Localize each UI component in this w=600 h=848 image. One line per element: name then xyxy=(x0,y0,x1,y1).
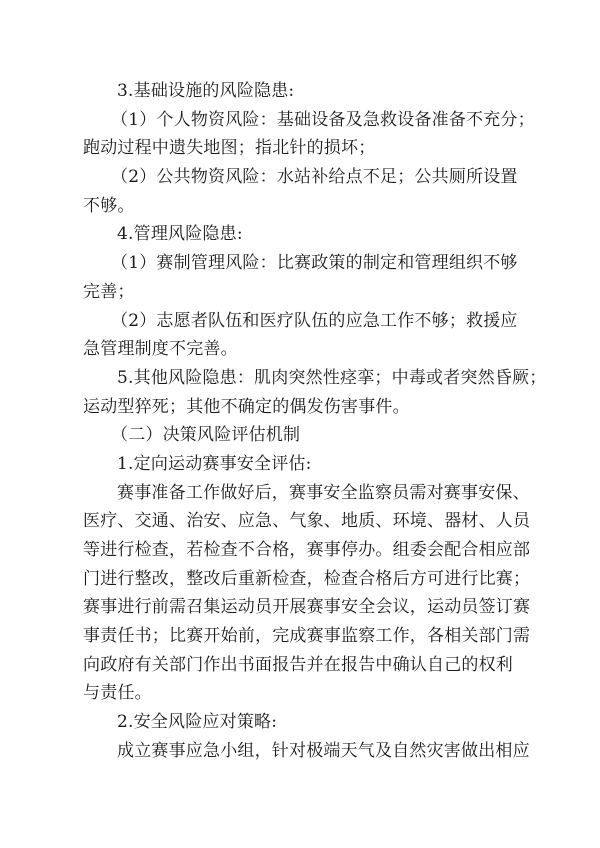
paragraph-line: 赛事进行前需召集运动员开展赛事安全会议，运动员签订赛 xyxy=(83,597,531,618)
heading-risk-response: 2.安全风险应对策略: xyxy=(117,712,278,733)
paragraph-line: 门进行整改，整改后重新检查，检查合格后方可进行比赛； xyxy=(83,568,531,589)
paragraph-line: （1）个人物资风险：基础设备及急救设备准备不充分； xyxy=(111,109,535,130)
paragraph-line: 不够。 xyxy=(83,195,135,216)
paragraph-line: 急管理制度不完善。 xyxy=(83,339,238,360)
heading-infrastructure-risks: 3.基础设施的风险隐患: xyxy=(117,81,295,101)
document-body xyxy=(83,77,547,766)
paragraph-line: （2）志愿者队伍和医疗队伍的应急工作不够；救援应 xyxy=(111,310,518,331)
paragraph-line: 与责任。 xyxy=(83,683,152,704)
paragraph-line: 赛事准备工作做好后，赛事安全监察员需对赛事安保、 xyxy=(117,482,530,503)
paragraph-line: 运动型猝死；其他不确定的偶发伤害事件。 xyxy=(83,396,410,417)
heading-safety-assessment: 1.定向运动赛事安全评估: xyxy=(117,453,312,474)
heading-management-risks: 4.管理风险隐患: xyxy=(117,224,243,245)
paragraph-line: 医疗、交通、治安、应急、气象、地质、环境、器材、人员 xyxy=(83,511,531,532)
paragraph-line: 等进行检查，若检查不合格，赛事停办。组委会配合相应部 xyxy=(83,540,531,560)
section-heading-decision-risk: （二）决策风险评估机制 xyxy=(111,425,301,446)
paragraph-line: 成立赛事应急小组，针对极端天气及自然灾害做出相应 xyxy=(117,740,530,761)
paragraph-line: 事责任书；比赛开始前，完成赛事监察工作，各相关部门需 xyxy=(83,626,531,647)
heading-other-risks: 5.其他风险隐患：肌肉突然性痉挛；中毒或者突然昏厥； xyxy=(117,367,547,388)
paragraph-line: （2）公共物资风险：水站补给点不足；公共厕所设置 xyxy=(111,167,518,188)
paragraph-line: 跑动过程中遗失地图；指北针的损坏； xyxy=(83,138,376,159)
paragraph-line: 完善； xyxy=(83,281,135,302)
paragraph-line: 向政府有关部门作出书面报告并在报告中确认自己的权利 xyxy=(83,654,513,675)
paragraph-line: （1）赛制管理风险：比赛政策的制定和管理组织不够 xyxy=(111,253,518,274)
